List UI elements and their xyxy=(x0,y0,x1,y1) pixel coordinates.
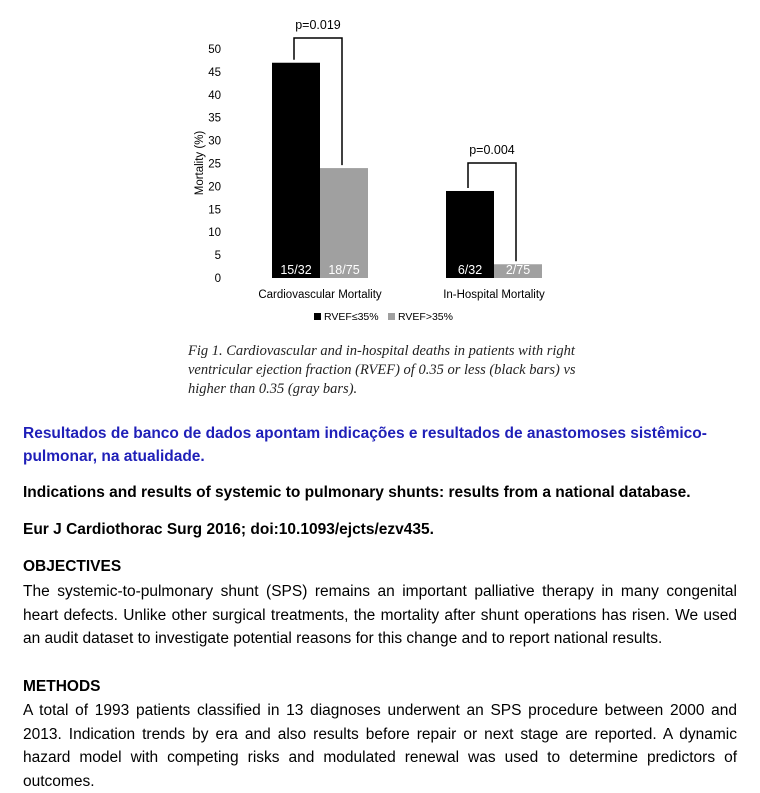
y-tick-label: 0 xyxy=(214,273,221,285)
objectives-heading: OBJECTIVES xyxy=(23,558,122,575)
legend xyxy=(314,311,453,323)
methods-heading: METHODS xyxy=(23,678,101,695)
bar-data-label: 18/75 xyxy=(328,263,360,277)
article-title-english: Indications and results of systemic to pulmonary shunts: results from a national database. xyxy=(23,484,691,501)
article-title-portuguese: Resultados de banco de dados apontam indicações e resultados de anastomoses sistêmico-pulmonar, na atualidade. xyxy=(23,425,707,465)
y-tick-label: 35 xyxy=(208,112,221,125)
figure-caption: Fig 1. Cardiovascular and in-hospital deaths in patients with right ventricular ejection fraction (RVEF) of 0.35 or less (black bars) vs higher than 0.35 (gray bars). xyxy=(188,343,576,397)
objectives-text: The systemic-to-pulmonary shunt (SPS) remains an important palliative therapy in many congenital heart defects. Unlike other surgical treatments, the mortality after shunt operations has risen. We used an audit dataset to investigate potential reasons for this change and to report national results. xyxy=(23,583,737,647)
y-tick-label: 10 xyxy=(208,227,221,240)
bar-data-label: 2/75 xyxy=(505,263,531,277)
legend-swatch xyxy=(388,313,395,320)
category-label: Cardiovascular Mortality xyxy=(258,289,382,301)
methods-text: A total of 1993 patients classified in 13 diagnoses underwent an SPS procedure between 2000 and 2013. Indication trends by era and also results before repair or next stage are reported. A dynamic hazard model with competing risks and modulated renewal was used to determine predictors of outcomes. xyxy=(23,702,737,790)
bar-data-label: 15/32 xyxy=(280,263,312,277)
y-tick-label: 25 xyxy=(208,158,221,171)
legend-label: RVEF≤35% xyxy=(324,311,379,323)
p-value-label: p=0.004 xyxy=(469,143,515,157)
y-tick-label: 45 xyxy=(208,66,221,79)
y-tick-label: 50 xyxy=(208,44,221,56)
y-tick-label: 20 xyxy=(208,181,221,194)
category-labels xyxy=(258,289,545,301)
p-value-label: p=0.019 xyxy=(295,18,341,32)
y-axis-label: Mortality (%) xyxy=(194,130,206,196)
bar-data-label: 6/32 xyxy=(457,263,483,277)
legend-label: RVEF>35% xyxy=(398,311,453,323)
y-axis xyxy=(208,44,221,285)
y-tick-label: 30 xyxy=(208,135,221,148)
article-citation: Eur J Cardiothorac Surg 2016; doi:10.1093/ejcts/ezv435. xyxy=(23,521,434,538)
category-label: In-Hospital Mortality xyxy=(443,289,545,301)
bar-rvef-low xyxy=(272,63,320,278)
y-tick-label: 15 xyxy=(208,204,221,217)
y-tick-label: 40 xyxy=(208,89,221,102)
bar-rvef-high xyxy=(320,168,368,278)
y-tick-label: 5 xyxy=(214,250,221,263)
bars xyxy=(272,63,542,278)
legend-swatch xyxy=(314,313,321,320)
